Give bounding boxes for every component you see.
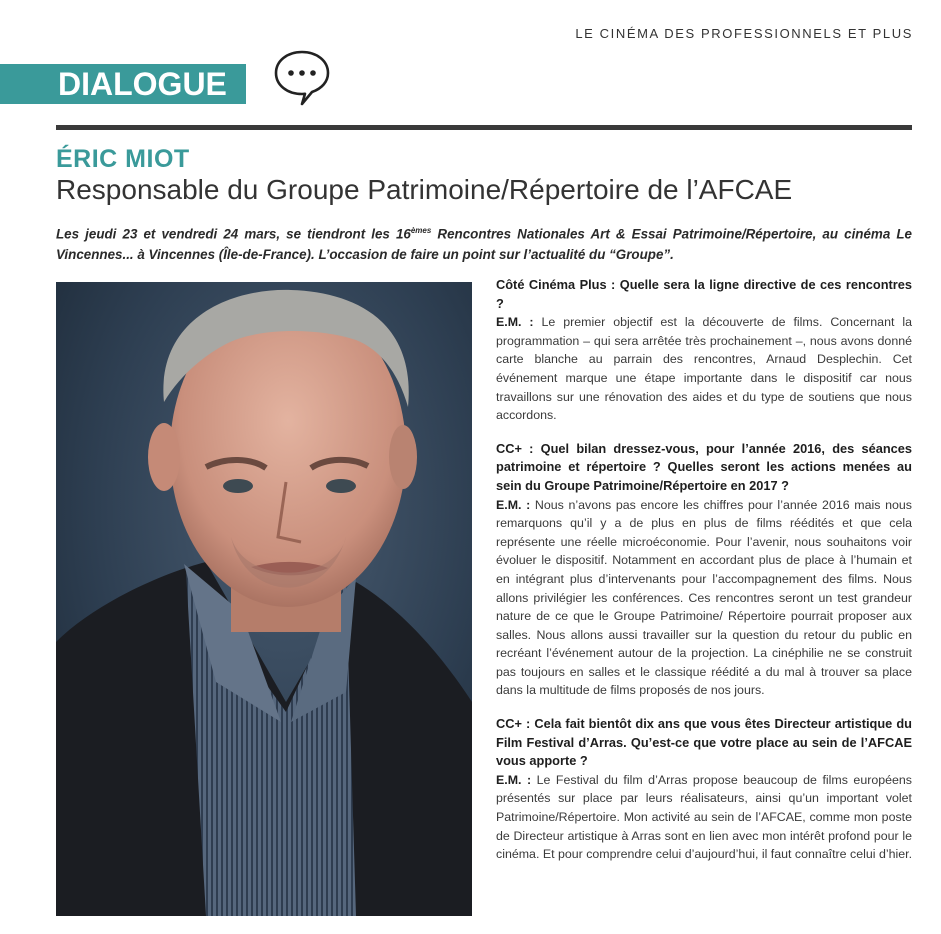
answer-2 [496, 496, 912, 701]
question-3: CC+ : Cela fait bientôt dix ans que vous êtes Directeur artistique du Film Festival d’Arras. Qu’est-ce que votre place au sein de l’AFCAE vous apporte ? [496, 716, 912, 769]
portrait-photo [56, 282, 472, 916]
answer-3-label: E.M. : [496, 772, 532, 787]
answer-2-text: Nous n’avons pas encore les chiffres pour l’année 2016 mais nous remarquons qu’il y a de plus en plus de films réédités et que cela représente une réelle microéconomie. Pour l’avenir, nous souhaitons voir évoluer le dispositif. Notamment en accordant plus de place à l’humain et en intégrant plus d’intervenants pour l’accompagnement des films. Nous allons privilégier les conférences. Ces rencontres seront un test grandeur nature de ce que le Groupe Patrimoine/ Répertoire pourrait proposer aux salles. Nous allons aussi travailler sur la question du retour du public en recréant l’événement autour de la projection. La cinéphilie ne se construit pas toujours en salles et le classique réédité a du mal à trouver sa place dans la multitude de films proposés de nos jours. [496, 497, 912, 698]
question-2: CC+ : Quel bilan dressez-vous, pour l’année 2016, des séances patrimoine et répertoire ? Quelles seront les actions menées au sein du Groupe Patrimoine/Répertoire en 2017 ? [496, 440, 912, 493]
answer-1 [496, 313, 912, 425]
qa-block-2 [496, 440, 912, 700]
intro-paragraph: Les jeudi 23 et vendredi 24 mars, se tiendront les 16èmes Rencontres Nationales Art & Essai Patrimoine/Répertoire, au cinéma Le Vincennes... à Vincennes (Île-de-France). L’occasion de faire un point sur l’actualité du “Groupe”. [56, 226, 912, 263]
interview-column [496, 276, 912, 879]
qa-block-3 [496, 715, 912, 864]
running-header: LE CINÉMA DES PROFESSIONNELS ET PLUS [575, 26, 913, 41]
speech-bubble-icon [272, 46, 332, 106]
answer-2-label: E.M. : [496, 497, 531, 512]
interviewee-name: ÉRIC MIOT [56, 145, 190, 173]
question-1: Côté Cinéma Plus : Quelle sera la ligne directive de ces rencontres ? [496, 277, 912, 311]
answer-3-text: Le Festival du film d’Arras propose beaucoup de films européens présentés sur place par leurs réalisateurs, ainsi qu’un important volet Patrimoine/Répertoire. Mon activité au sein de l’AFCAE, comme mon poste de Directeur artistique à Arras sont en lien avec mon intérêt profond pour le cinéma. Et pour comprendre celui d’aujourd’hui, il faut connaître celui d’hier. [496, 772, 913, 862]
header-rule [56, 125, 912, 130]
qa-block-1 [496, 276, 912, 425]
answer-1-label: E.M. : [496, 315, 534, 330]
section-label-dialogue: DIALOGUE [0, 64, 246, 104]
interviewee-role: Responsable du Groupe Patrimoine/Répertoire de l’AFCAE [56, 174, 793, 205]
answer-3 [496, 771, 912, 864]
answer-1-text: Le premier objectif est la découverte de films. Concernant la programmation – qui sera arrêtée très prochainement –, nous avons donné carte blanche au parrain des rencontres, Arnaud Desplechin. Cet événement marque une étape importante dans le dispositif car nous travaillons sur une rénovation des aides et du type de soutiens que nous accordons. [496, 315, 912, 423]
